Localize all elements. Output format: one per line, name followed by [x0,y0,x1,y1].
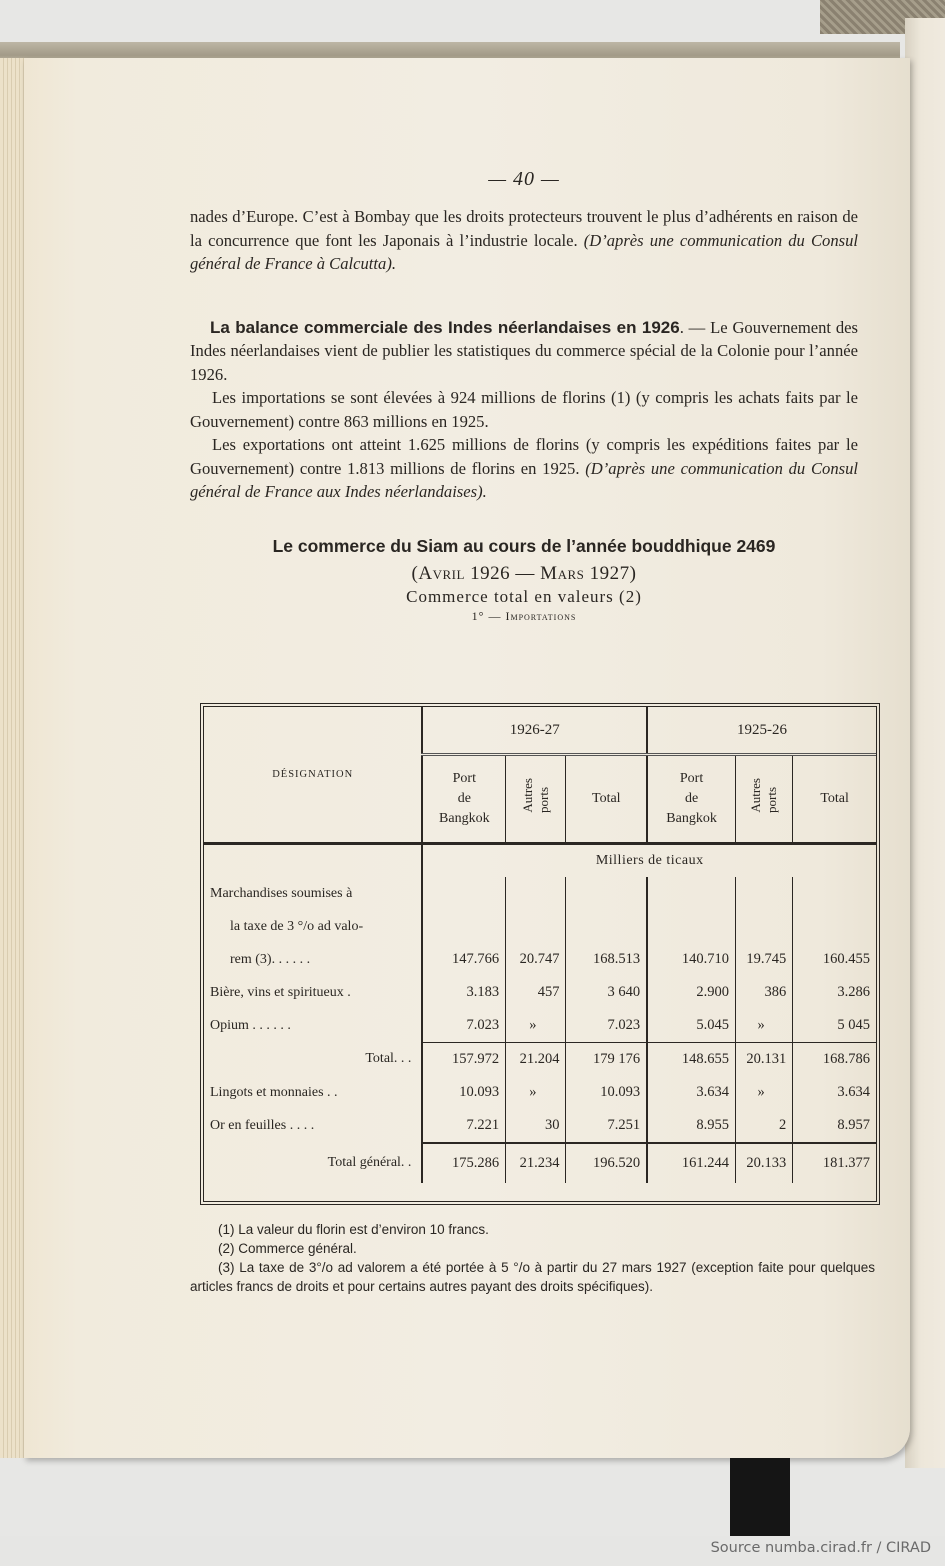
row-label: la taxe de 3 °/o ad valo- [230,918,364,934]
footnote-3: (3) La taxe de 3°/o ad valorem a été portée à 5 °/o à partir du 27 mars 1927 (exception faite pour quelques articles francs de droits et pour certains autres payant des droits spécifiques). [190,1260,875,1294]
autres-ports-header: Autresports [736,755,793,844]
page-content [190,168,858,624]
row-label: Lingots et monnaies . . [210,1084,338,1100]
port-bangkok-header: Port de Bangkok [647,755,735,844]
autres-ports-header: Autresports [506,755,566,844]
row-label: Total général. . [327,1155,412,1170]
table-row: rem (3). . . . . . 147.766 20.747 168.513 140.710 19.745 160.455 [204,943,876,976]
table-row: Opium . . . . . . 7.023 » 7.023 5.045 » 5 045 [204,1009,876,1043]
total-header: Total [793,755,876,844]
intro-text: nades d’Europe. C’est à Bombay que les droits protecteurs trouvent le plus d’adhérents en raison de la concurrence que font les Japonais à l’industrie locale. [190,207,858,250]
siam-title-block [190,536,858,624]
intro-citation: (D’après une communication du Consul général de France à Calcutta). [190,230,858,273]
indes-para-2-block [190,386,858,433]
unit-label: Milliers de ticaux [422,844,876,878]
imports-table [204,707,876,1183]
siam-section-label: 1° — Importations [471,608,577,623]
table-row: Bière, vins et spiritueux . 3.183 457 3 640 2.900 386 3.286 [204,976,876,1009]
siam-period: (Avril 1926 — Mars 1927) [411,562,637,584]
designation-header: DÉSIGNATION [204,707,422,844]
row-label: Opium . . . . . . [210,1017,291,1033]
facing-page-edge [905,18,945,1468]
siam-title: Le commerce du Siam au cours de l’année bouddhique 2469 [272,535,776,556]
siam-subtitle: Commerce total en valeurs (2) [406,586,642,606]
row-label: Or en feuilles . . . . [210,1118,315,1133]
intro-paragraph [190,205,858,276]
table-row-subtotal: Total. . . 157.972 21.204 179 176 148.655 20.131 168.786 [204,1043,876,1077]
section-heading-indes: La balance commerciale des Indes néerlandaises en 1926 [210,317,680,337]
indes-para-3: Les exportations ont atteint 1.625 millions de florins (y compris les expéditions faites par le Gouvernement) contre 1.813 millions de florins en 1925. [190,435,858,478]
row-label: Marchandises soumises à [210,885,353,901]
row-label: rem (3). . . . . . [230,951,311,967]
page-clamp [730,1458,790,1536]
page-number: — 40 — [488,168,560,190]
indes-citation: (D’après une communication du Consul général de France aux Indes néerlandaises). [190,458,858,501]
footnote-1: (1) La valeur du florin est d’environ 10 francs. [218,1222,489,1237]
table-row: Or en feuilles . . . . 7.221 30 7.251 8.955 2 8.957 [204,1109,876,1143]
footnotes [190,1220,875,1296]
year-header-1926-27: 1926-27 [422,707,647,755]
row-label: Bière, vins et spiritueux . [210,984,351,1000]
indes-para-1: Le Gouvernement des Indes néerlandaises vient de publier les statistiques du commerce spécial de la Colonie pour l’année 1926. [190,317,858,384]
indes-para-3-block [190,433,858,504]
source-credit: Source numba.cirad.fr / CIRAD [710,1540,931,1556]
heading-suffix: . — [679,317,706,337]
footnote-2: (2) Commerce général. [218,1241,357,1256]
row-label: Total. . . [365,1051,412,1067]
year-header-1925-26: 1925-26 [647,707,876,755]
indes-heading-paragraph [190,316,858,387]
port-bangkok-header: Port de Bangkok [422,755,505,844]
table-row: Lingots et monnaies . . 10.093 » 10.093 3.634 » 3.634 [204,1076,876,1109]
total-header: Total [566,755,647,844]
indes-para-2: Les importations se sont élevées à 924 millions de florins (1) (y compris les achats faits par le Gouvernement) contre 863 millions en 1925. [190,388,858,431]
table-row-grand-total: Total général. . 175.286 21.234 196.520 161.244 20.133 181.377 [204,1143,876,1183]
imports-table-frame [200,703,880,1205]
